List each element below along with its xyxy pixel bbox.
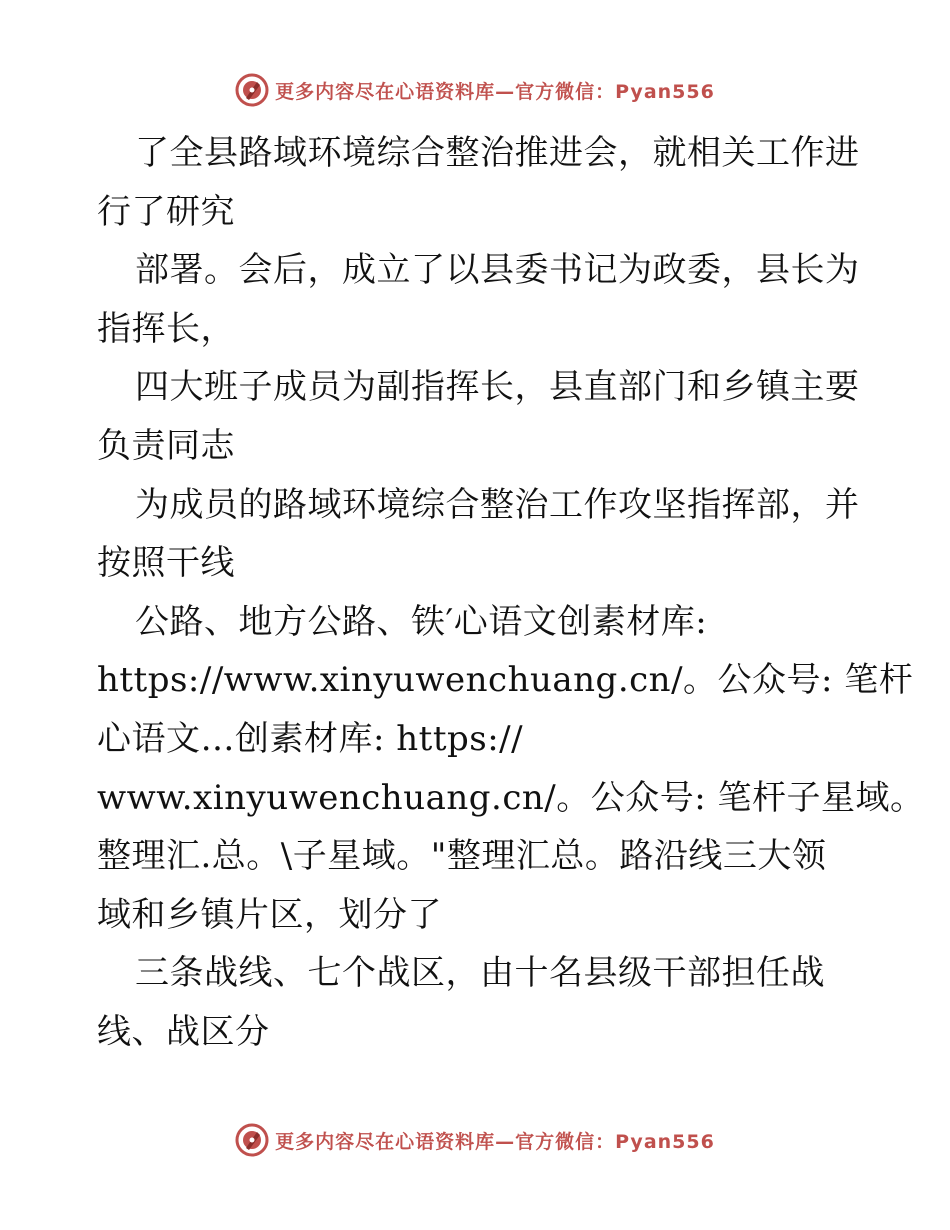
document-body xyxy=(97,124,925,1062)
body-line: 三条战线、七个战区，由十名县级干部担任战 xyxy=(135,953,825,994)
body-line: 公路、地方公路、铁′心语文创素材库: xyxy=(135,601,708,642)
body-line: 为成员的路域环境综合整治工作攻坚指挥部，并 xyxy=(135,484,860,525)
body-line: 心语文…创素材库: https:// xyxy=(97,718,524,759)
header-text: 更多内容尽在心语资料库—官方微信：Pyan556 xyxy=(275,80,715,103)
body-line: 整理汇.总。\子星域。"整理汇总。路沿线三大领 xyxy=(97,836,827,877)
body-line: 部署。会后，成立了以县委书记为政委，县长为 xyxy=(135,250,860,291)
body-line: 域和乡镇片区，划分了 xyxy=(97,894,442,935)
body-line: 四大班子成员为副指挥长，县直部门和乡镇主要 xyxy=(135,367,860,408)
header-banner xyxy=(0,72,950,108)
body-line: https://www.xinyuwenchuang.cn/。公众号: 笔杆 xyxy=(97,660,914,701)
body-line: 了全县路域环境综合整治推进会，就相关工作进 xyxy=(135,133,860,173)
body-line: 指挥长， xyxy=(97,308,235,349)
body-line: 行了研究 xyxy=(97,191,235,232)
body-line: 负责同志 xyxy=(97,425,235,466)
footer-banner xyxy=(0,1122,950,1158)
footer-text: 更多内容尽在心语资料库—官方微信：Pyan556 xyxy=(275,1130,715,1153)
body-line: 按照干线 xyxy=(97,543,235,584)
pen-nib-logo-icon xyxy=(235,1123,269,1157)
body-line: 线、战区分 xyxy=(97,1011,270,1052)
body-line: www.xinyuwenchuang.cn/。公众号: 笔杆子星域。 xyxy=(97,777,925,818)
pen-nib-logo-icon xyxy=(235,73,269,107)
